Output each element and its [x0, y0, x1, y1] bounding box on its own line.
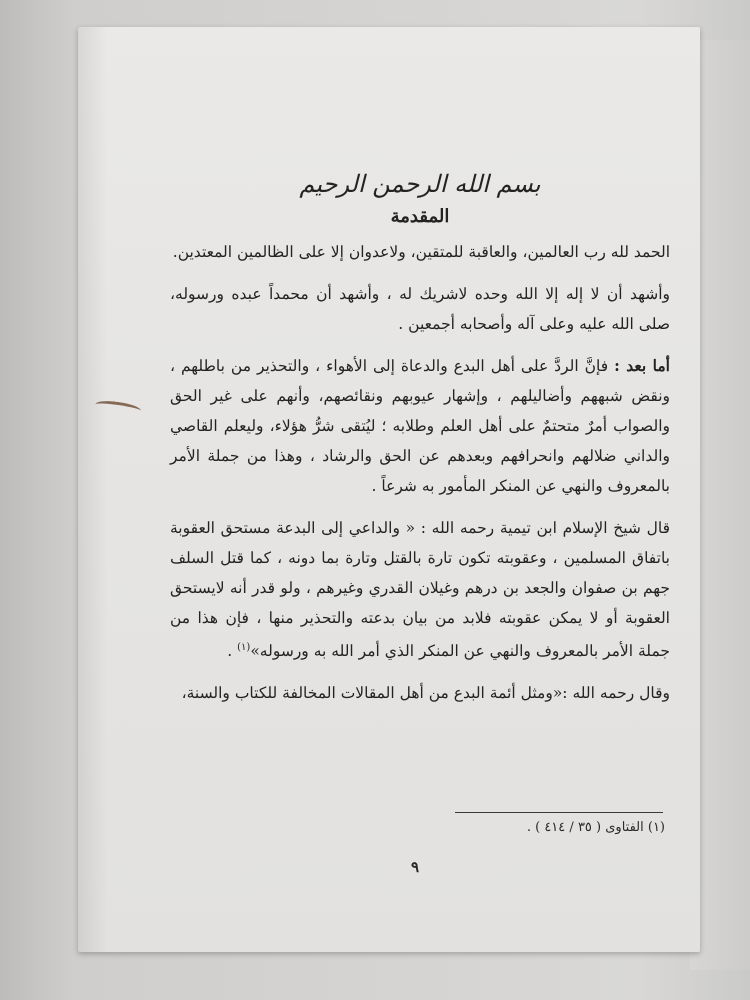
paragraph-3 — [170, 351, 670, 501]
page-content — [170, 170, 670, 720]
page-number: ٩ — [410, 858, 420, 876]
paragraph-1: الحمد لله رب العالمين، والعاقبة للمتقين، ولاعدوان إلا على الظالمين المعتدين. — [172, 243, 670, 261]
paragraph-4 — [170, 513, 670, 666]
footnote: (١) الفتاوى ( ٣٥ / ٤١٤ ) . — [526, 820, 665, 835]
basmala-calligraphy: بسم الله الرحمن الرحيم — [299, 170, 541, 198]
paragraph-2: وأشهد أن لا إله إلا الله وحده لاشريك له ، وأشهد أن محمداً عبده ورسوله، صلى الله عليه وعلى آله وأصحابه أجمعين . — [170, 285, 670, 333]
paragraph-4-text: قال شيخ الإسلام ابن تيمية رحمه الله : « والداعي إلى البدعة مستحق العقوبة باتفاق المسلمين ، وعقوبته تكون تارة بالقتل وتارة بما دونه ، كما قتل السلف جهم بن صفوان والجعد بن درهم وغيلان القدري وغيرهم ، ولو قدر أنه لايستحق العقوبة أو لا يمكن عقوبته فلابد من بيان بدعته والتحذير منها ، فإن هذا من جملة الأمر بالمعروف والنهي عن المنكر الذي أمر الله به ورسوله» — [170, 519, 670, 661]
paragraph-3-lead: أما بعد : — [614, 356, 670, 375]
footnote-divider — [455, 812, 663, 813]
section-heading: المقدمة — [390, 206, 450, 227]
paragraph-5: وقال رحمه الله :«ومثل أئمة البدع من أهل المقالات المخالفة للكتاب والسنة، — [181, 684, 670, 703]
footnote-reference: (١) — [237, 642, 251, 653]
paragraph-4-end: . — [227, 642, 238, 661]
paragraph-3-body: فإنَّ الردَّ على أهل البدع والدعاة إلى الأهواء ، والتحذير من باطلهم ، ونقض شبههم وأضاليلهم ، وإشهار عيوبهم ونقائصهم، وأنهم على غير الحق والصواب أمرٌ متحتمٌ على أهل العلم وطلابه ؛ ليُتقى شرُّ هؤلاء، وليعلم القاصي والداني ضلالهم وانحرافهم وبعدهم عن الحق والرشاد ، وهذا من جملة الأمر بالمعروف والنهي عن المنكر المأمور به شرعاً . — [170, 357, 670, 495]
